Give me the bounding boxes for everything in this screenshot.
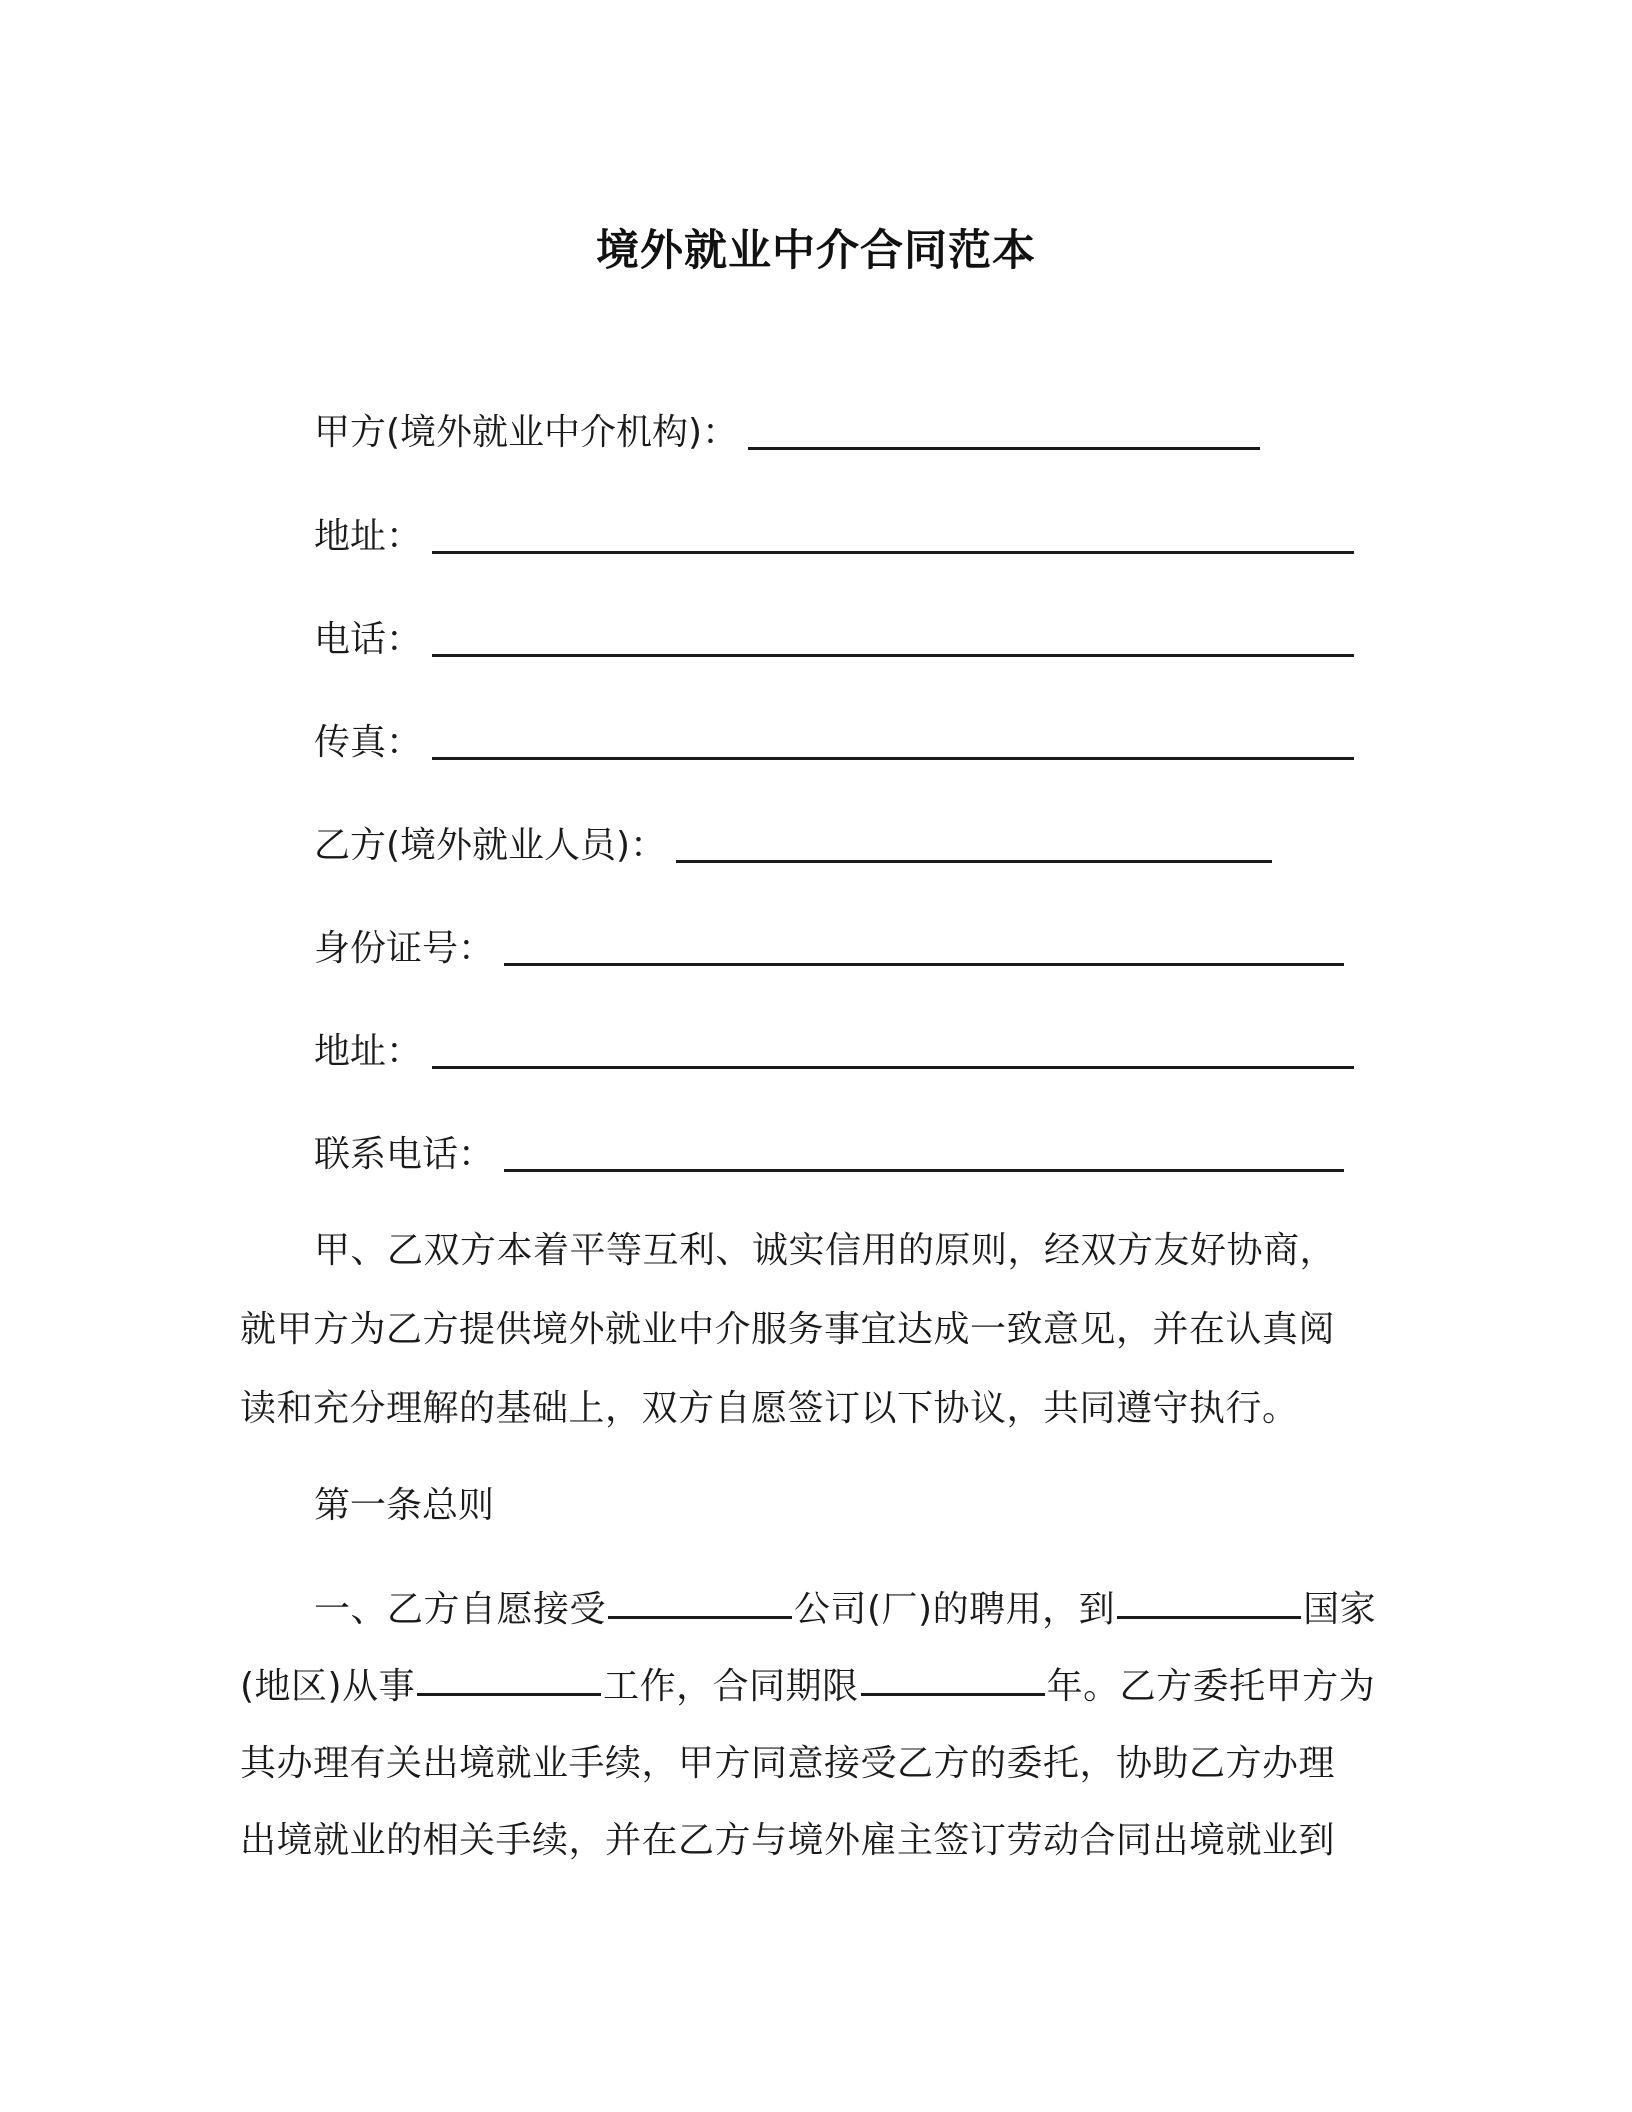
section-heading: 第一条总则 xyxy=(314,1485,495,1526)
field-label: 地址： xyxy=(314,516,423,557)
blank-line xyxy=(432,654,1354,657)
field-label: 传真： xyxy=(314,722,423,763)
blank-line xyxy=(608,1616,792,1619)
blank-line xyxy=(504,1169,1344,1172)
blank-line xyxy=(417,1693,601,1696)
intro-line-1: 甲、乙双方本着平等互利、诚实信用的原则，经双方友好协商， xyxy=(314,1230,1337,1271)
blank-line xyxy=(432,551,1354,554)
intro-line-2: 就甲方为乙方提供境外就业中介服务事宜达成一致意见，并在认真阅 xyxy=(240,1309,1336,1350)
article1-text: 国家 xyxy=(1303,1589,1377,1630)
field-label: 联系电话： xyxy=(314,1134,495,1175)
field-label: 乙方(境外就业人员)： xyxy=(314,825,667,866)
article1-text: 公司(厂)的聘用，到 xyxy=(794,1589,1116,1630)
field-contact-phone-b xyxy=(314,1124,1344,1180)
field-label: 甲方(境外就业中介机构)： xyxy=(314,412,739,453)
article1-line-2 xyxy=(240,1659,1375,1715)
field-phone-a xyxy=(314,609,1354,665)
blank-line xyxy=(432,1066,1354,1069)
blank-line xyxy=(861,1693,1045,1696)
field-label: 身份证号： xyxy=(314,928,495,969)
blank-line xyxy=(432,757,1354,760)
field-address-b xyxy=(314,1021,1354,1077)
document-title: 境外就业中介合同范本 xyxy=(596,226,1036,276)
field-party-b xyxy=(314,815,1272,871)
article1-line-3: 其办理有关出境就业手续，甲方同意接受乙方的委托，协助乙方办理 xyxy=(240,1743,1336,1784)
article1-text: (地区)从事 xyxy=(240,1666,416,1707)
blank-line xyxy=(676,860,1272,863)
article1-line-4: 出境就业的相关手续，并在乙方与境外雇主签订劳动合同出境就业到 xyxy=(240,1820,1336,1861)
article1-text: 年。乙方委托甲方为 xyxy=(1046,1666,1376,1707)
field-id-number xyxy=(314,918,1344,974)
blank-line xyxy=(504,963,1344,966)
article1-text: 工作，合同期限 xyxy=(603,1666,859,1707)
article1-line-1 xyxy=(314,1582,1376,1638)
blank-line xyxy=(1117,1616,1301,1619)
blank-line xyxy=(748,447,1260,450)
field-fax-a xyxy=(314,712,1354,768)
field-label: 电话： xyxy=(314,619,423,660)
article1-text: 一、乙方自愿接受 xyxy=(314,1589,607,1630)
field-party-a xyxy=(314,402,1260,458)
field-address-a xyxy=(314,506,1354,562)
intro-line-3: 读和充分理解的基础上，双方自愿签订以下协议，共同遵守执行。 xyxy=(240,1388,1299,1429)
field-label: 地址： xyxy=(314,1031,423,1072)
